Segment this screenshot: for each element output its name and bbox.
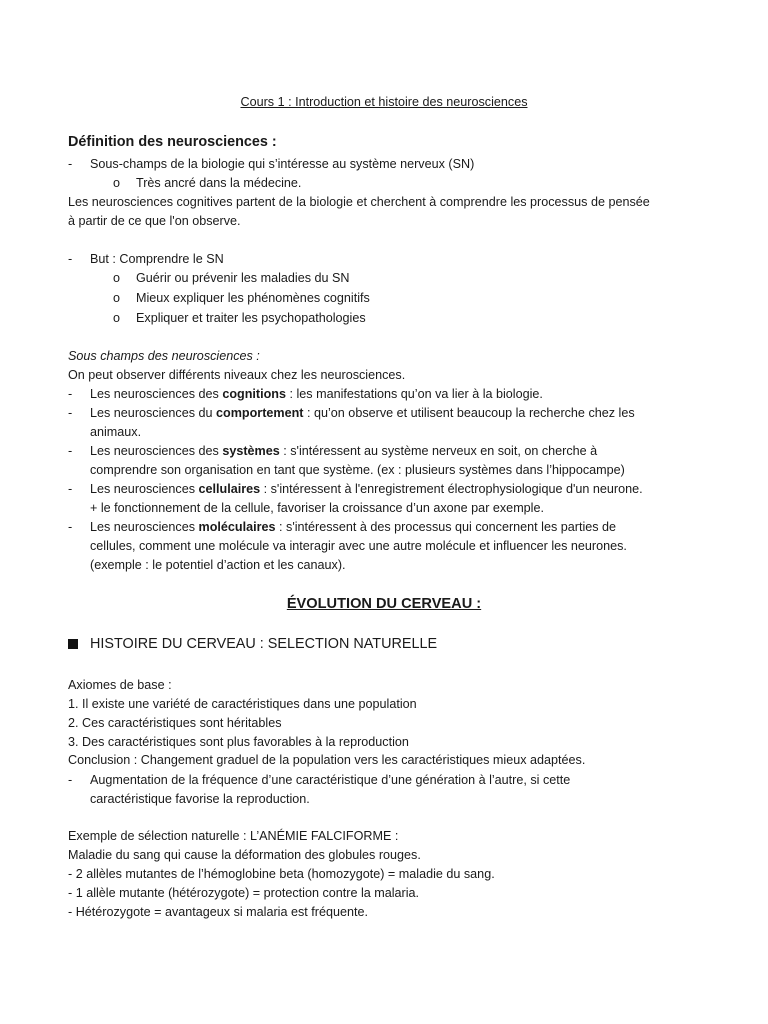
definition-para-line1: Les neurosciences cognitives partent de la biologie et cherchent à comprendre les processus de pensée [68,195,650,209]
circle-bullet-icon: o [113,311,121,325]
example-line: - 2 allèles mutantes de l’hémoglobine beta (homozygote) = maladie du sang. [68,867,495,881]
square-bullet-icon [68,639,78,649]
dash-bullet: - [68,520,73,534]
moleculaires-item-cont: (exemple : le potentiel d’action et les canaux). [90,558,346,572]
dash-bullet: - [68,387,73,401]
conclusion-line: Conclusion : Changement graduel de la population vers les caractéristiques mieux adaptées. [68,753,586,767]
dash-bullet: - [68,482,73,496]
cognitions-item: Les neurosciences des cognitions : les manifestations qu’on va lier à la biologie. [90,387,543,401]
augmentation-item-cont: caractéristique favorise la reproduction. [90,792,310,806]
circle-bullet-icon: o [113,291,121,305]
example-line: - Hétérozygote = avantageux si malaria est fréquente. [68,905,368,919]
dash-bullet: - [68,252,73,266]
cellulaires-item: Les neurosciences cellulaires : s'intéressent à l'enregistrement électrophysiologique d'un neurone. [90,482,643,496]
but-sub-item: Mieux expliquer les phénomènes cognitifs [136,291,370,305]
augmentation-item: Augmentation de la fréquence d’une caractéristique d’une génération à l’autre, si cette [90,773,571,787]
definition-bullet: Sous-champs de la biologie qui s’intéresse au système nerveux (SN) [90,157,475,171]
circle-bullet-icon: o [113,271,121,285]
systemes-item: Les neurosciences des systèmes : s'intéressent au système nerveux en soit, on cherche à [90,444,598,458]
but-line: But : Comprendre le SN [90,252,224,266]
axiome-item: 3. Des caractéristiques sont plus favorables à la reproduction [68,735,409,749]
dash-bullet: - [68,406,73,420]
definition-heading: Définition des neurosciences : [68,134,277,150]
dash-bullet: - [68,157,73,171]
page-title: Cours 1 : Introduction et histoire des neurosciences [240,95,528,109]
souschamps-intro: On peut observer différents niveaux chez les neurosciences. [68,368,406,382]
section-heading: HISTOIRE DU CERVEAU : SELECTION NATURELLE [90,636,438,652]
dash-bullet: - [68,773,73,787]
moleculaires-item: Les neurosciences moléculaires : s'intéressent à des processus qui concernent les parties de [90,520,617,534]
axiome-item: 1. Il existe une variété de caractéristiques dans une population [68,697,417,711]
souschamps-heading: Sous champs des neurosciences : [68,349,260,363]
but-sub-item: Expliquer et traiter les psychopathologies [136,311,366,325]
axiomes-label: Axiomes de base : [68,678,172,692]
definition-sub: Très ancré dans la médecine. [136,176,302,190]
comportement-item: Les neurosciences du comportement : qu’on observe et utilisent beaucoup la recherche chez les [90,406,635,420]
example-line: Maladie du sang qui cause la déformation des globules rouges. [68,848,421,862]
moleculaires-item-cont: cellules, comment une molécule va interagir avec une autre molécule et influencer les neurones. [90,539,627,553]
but-sub-item: Guérir ou prévenir les maladies du SN [136,271,350,285]
example-title: Exemple de sélection naturelle : L’ANÉMIE FALCIFORME : [68,829,399,843]
definition-para-line2: à partir de ce que l'on observe. [68,214,241,228]
axiome-item: 2. Ces caractéristiques sont héritables [68,716,282,730]
cellulaires-item-cont: + le fonctionnement de la cellule, favoriser la croissance d’un axone par exemple. [90,501,544,515]
systemes-item-cont: comprendre son organisation en tant que système. (ex : plusieurs systèmes dans l’hippocampe) [90,463,625,477]
comportement-item-cont: animaux. [90,425,142,439]
example-line: - 1 allèle mutante (hétérozygote) = protection contre la malaria. [68,886,420,900]
evolution-heading: ÉVOLUTION DU CERVEAU : [286,596,482,612]
dash-bullet: - [68,444,73,458]
circle-bullet-icon: o [113,176,121,190]
